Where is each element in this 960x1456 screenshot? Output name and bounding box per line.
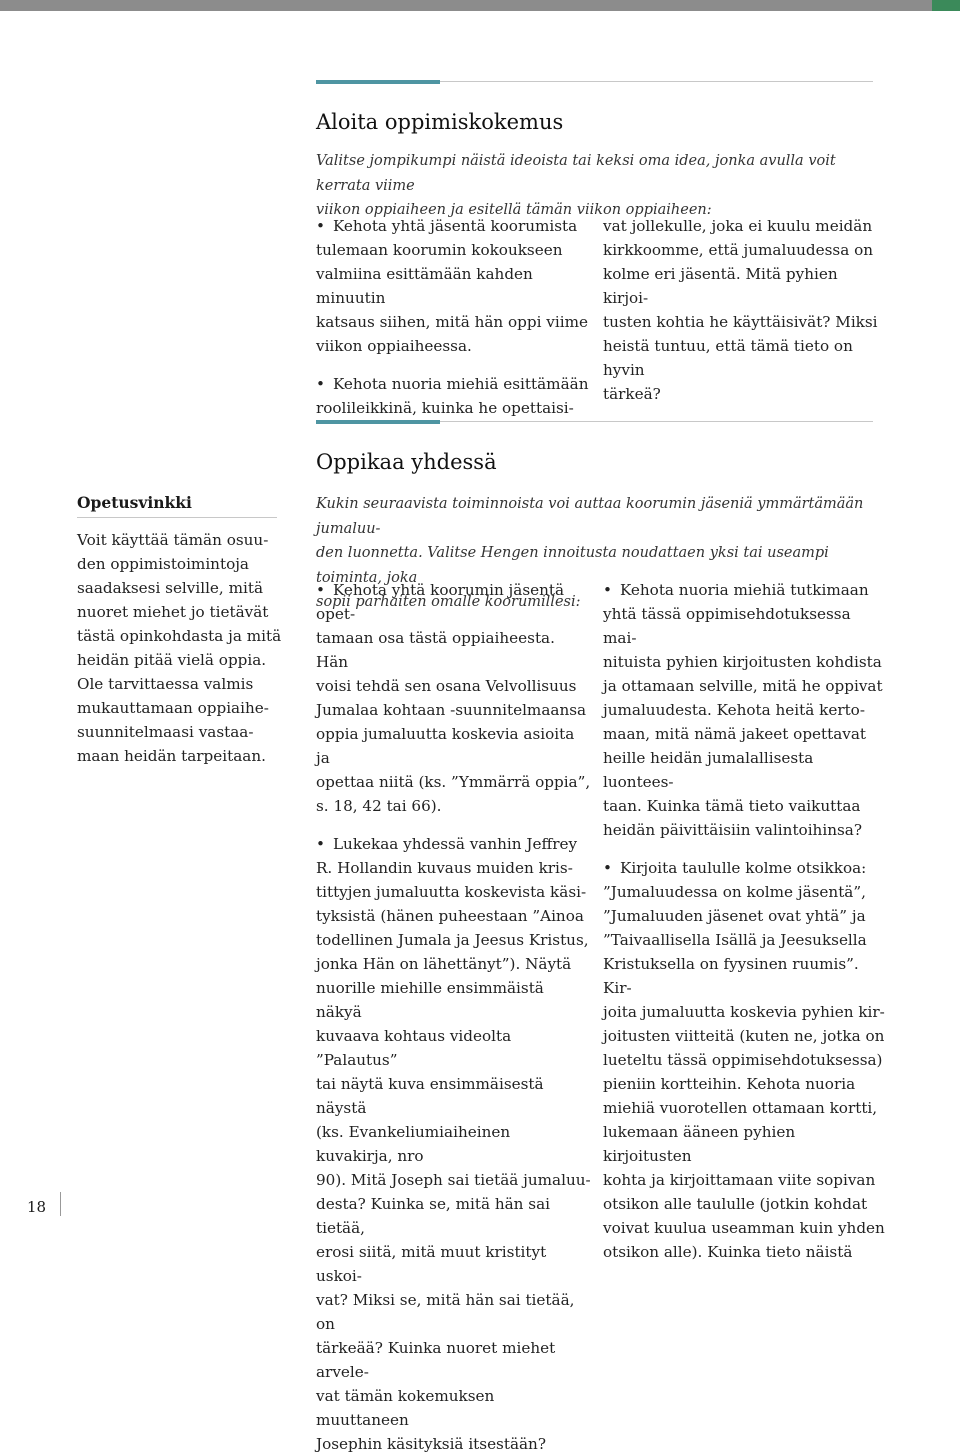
section1-col-right: vat jollekulle, joka ei kuulu meidän kirkkoomme, että jumaluudessa on kolme eri jäsentä. Mitä pyhien kirjoi- tusten kohtia he käyttäisivät? Miksi heistä tuntuu, että tämä tieto on hyvin tärkeä? (603, 217, 878, 403)
section-title-aloita: Aloita oppimiskokemus (316, 110, 564, 134)
intro-line: viikon oppiaiheen ja esitellä tämän viikon oppiaiheen: (316, 202, 712, 218)
list-item: • Kirjoita taululle kolme otsikkoa: (603, 856, 888, 880)
sidebar-divider (77, 517, 277, 518)
intro-line: sopii parhaiten omalle koorumillesi: (316, 594, 581, 610)
intro-line: Valitse jompikumpi näistä ideoista tai keksi oma idea, jonka avulla voit kerrata viime (316, 153, 836, 194)
section-rule-1 (316, 80, 873, 84)
list-item: • Kehota yhtä koorumin jäsentä opet- (316, 578, 591, 626)
intro-line: den luonnetta. Valitse Hengen innoitusta noudattaen yksi tai useampi toiminta, joka (316, 545, 829, 586)
section-rule-2 (316, 420, 873, 424)
list-item: • Kehota yhtä jäsentä koorumista (316, 214, 591, 238)
sidebar-title: Opetusvinkki (77, 493, 192, 512)
sidebar-body: Voit käyttää tämän osuu- den oppimistoimintoja saadaksesi selville, mitä nuoret miehet jo tietävät tästä opinkohdasta ja mitä heidän pitää vielä oppia. Ole tarvittaessa valmis mukauttamaan oppiaihe- suunnitelmaasi vastaa- maan heidän tarpeitaan. (77, 531, 282, 765)
top-edge-bar (0, 0, 960, 11)
section2-col-right: • Kehota nuoria miehiä tutkimaan yhtä tässä oppimisehdotuksessa mai- nituista pyhien kirjoitusten kohdista ja ottamaan selville, mitä he oppivat jumaluudesta. Kehota heitä kerto- maan, mitä nämä jakeet opettavat heille heidän jumalallisesta luontees- taan. Kuinka tämä tieto vaikuttaa heidän päivittäisiin valintoihinsa? • Kirjoita taululle kolme otsikkoa: ”Jumaluudessa on kolme jäsentä”, ”Jumaluuden jäsenet ovat yhtä” ja ”Taivaallisella Isällä ja Jeesuksella Kristuksella on fyysinen ruumis”. Kir- joita jumaluutta koskevia pyhien kir- joitusten viitteitä (kuten ne, jotka on lueteltu tässä oppimisehdotuksessa) pieniin kortteihin. Kehota nuoria miehiä vuorotellen ottamaan kortti, lukemaan ääneen pyhien kirjoitusten kohta ja kirjoittamaan viite sopivan otsikon alle taululle (jotkin kohdat voivat kuulua useamman kuin yhden otsikon alle). Kuinka tieto näistä (603, 578, 888, 1264)
page-number: 18 (27, 1198, 47, 1216)
page-number-divider (60, 1192, 61, 1216)
section1-intro (316, 149, 876, 223)
top-edge-bar-green (932, 0, 960, 11)
section-title-oppikaa: Oppikaa yhdessä (316, 450, 497, 474)
intro-line: Kukin seuraavista toiminnoista voi auttaa koorumin jäseniä ymmärtämään jumaluu- (316, 496, 864, 537)
list-item: • Kehota nuoria miehiä tutkimaan (603, 578, 888, 602)
top-edge-bar-gray (0, 0, 932, 11)
section2-col-left: • Kehota yhtä koorumin jäsentä opet- tamaan osa tästä oppiaiheesta. Hän voisi tehdä sen osana Velvollisuus Jumalaa kohtaan -suunnitelmaansa oppia jumaluutta koskevia asioita ja opettaa niitä (ks. ”Ymmärrä oppia”, s. 18, 42 tai 66). • Lukekaa yhdessä vanhin Jeffrey R. Hollandin kuvaus muiden kris- tittyjen jumaluutta koskevista käsi- tyksistä (hänen puheestaan ”Ainoa todellinen Jumala ja Jeesus Kristus, jonka Hän on lähettänyt”). Näytä nuorille miehille ensimmäistä näkyä kuvaava kohtaus videolta ”Palautus” tai näytä kuva ensimmäisestä näystä (ks. Evankeliumiaiheinen kuvakirja, nro 90). Mitä Joseph sai tietää jumaluu- desta? Kuinka se, mitä hän sai tietää, erosi siitä, mitä muut kristityt uskoi- vat? Miksi se, mitä hän sai tietää, on tärkeää? Kuinka nuoret miehet arvele- vat tämän kokemuksen muuttaneen Josephin käsityksiä itsestään? (316, 578, 591, 1456)
list-item: • Kehota nuoria miehiä esittämään (316, 372, 591, 396)
list-item: • Lukekaa yhdessä vanhin Jeffrey (316, 832, 591, 856)
section1-col-left: • Kehota yhtä jäsentä koorumista tulemaan koorumin kokoukseen valmiina esittämään kahden minuutin katsaus siihen, mitä hän oppi viime viikon oppiaiheessa. • Kehota nuoria miehiä esittämään roolileikkinä, kuinka he opettaisi- (316, 214, 591, 420)
